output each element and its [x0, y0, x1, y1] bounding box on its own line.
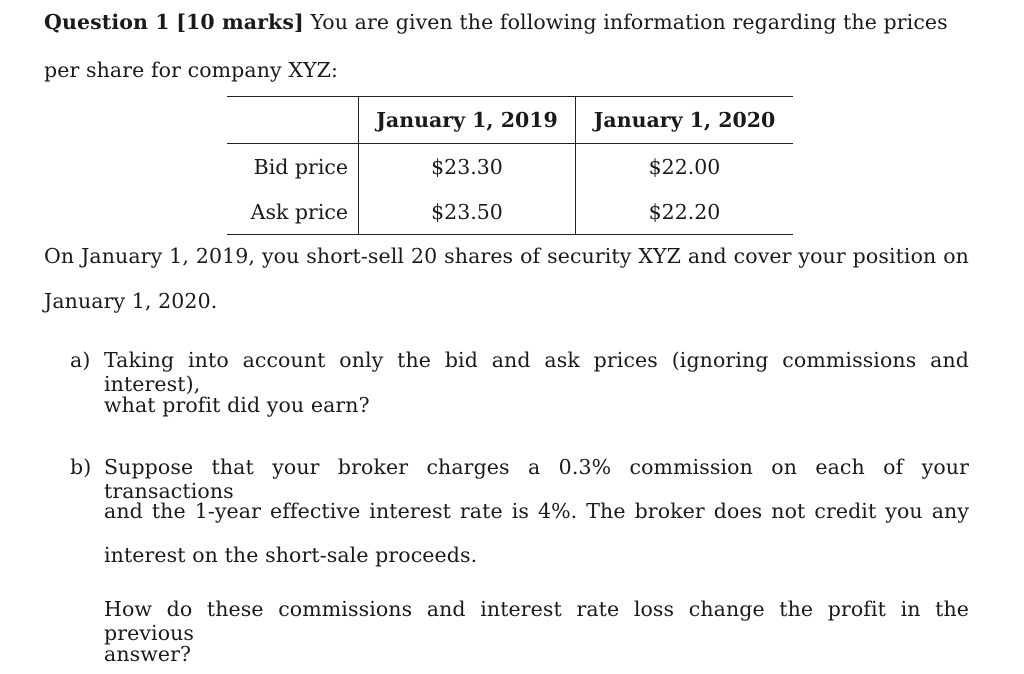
row-label-bid: Bid price	[227, 144, 359, 190]
part-b-line-4: How do these commissions and interest rate loss change the profit in the previous	[104, 597, 969, 645]
table-row-bid	[227, 144, 793, 190]
table-header-row	[227, 97, 793, 144]
table-header-2019: January 1, 2019	[359, 97, 576, 144]
table-row-ask	[227, 189, 793, 235]
question-intro-text: You are given the following information regarding the prices	[310, 10, 948, 34]
question-intro-line-2: per share for company XYZ:	[44, 58, 338, 82]
row-label-ask: Ask price	[227, 189, 359, 235]
question-label: Question 1	[44, 10, 170, 34]
table-header-empty	[227, 97, 359, 144]
part-b-line-5: answer?	[104, 642, 192, 666]
part-b-marker: b)	[70, 455, 92, 479]
price-table	[227, 96, 793, 235]
part-a-line-1: Taking into account only the bid and ask prices (ignoring commissions and interest),	[104, 348, 969, 396]
ask-2019: $23.50	[359, 189, 576, 235]
part-a-marker: a)	[70, 348, 91, 372]
part-b-line-3: interest on the short-sale proceeds.	[104, 543, 478, 567]
bid-2019: $23.30	[359, 144, 576, 190]
bid-2020: $22.00	[648, 154, 721, 179]
scenario-line-1: On January 1, 2019, you short-sell 20 shares of security XYZ and cover your position on	[44, 244, 969, 268]
part-b-line-1: Suppose that your broker charges a 0.3% commission on each of your transactions	[104, 455, 969, 503]
table-header-2020: January 1, 2020	[576, 97, 794, 144]
ask-2020: $22.20	[576, 189, 794, 235]
question-intro-line-1	[44, 10, 969, 34]
part-b-line-2: and the 1-year effective interest rate is 4%. The broker does not credit you any	[104, 499, 969, 523]
scenario-line-2: January 1, 2020.	[44, 289, 218, 313]
question-marks: [10 marks]	[176, 10, 304, 34]
part-a-line-2: what profit did you earn?	[104, 393, 370, 417]
